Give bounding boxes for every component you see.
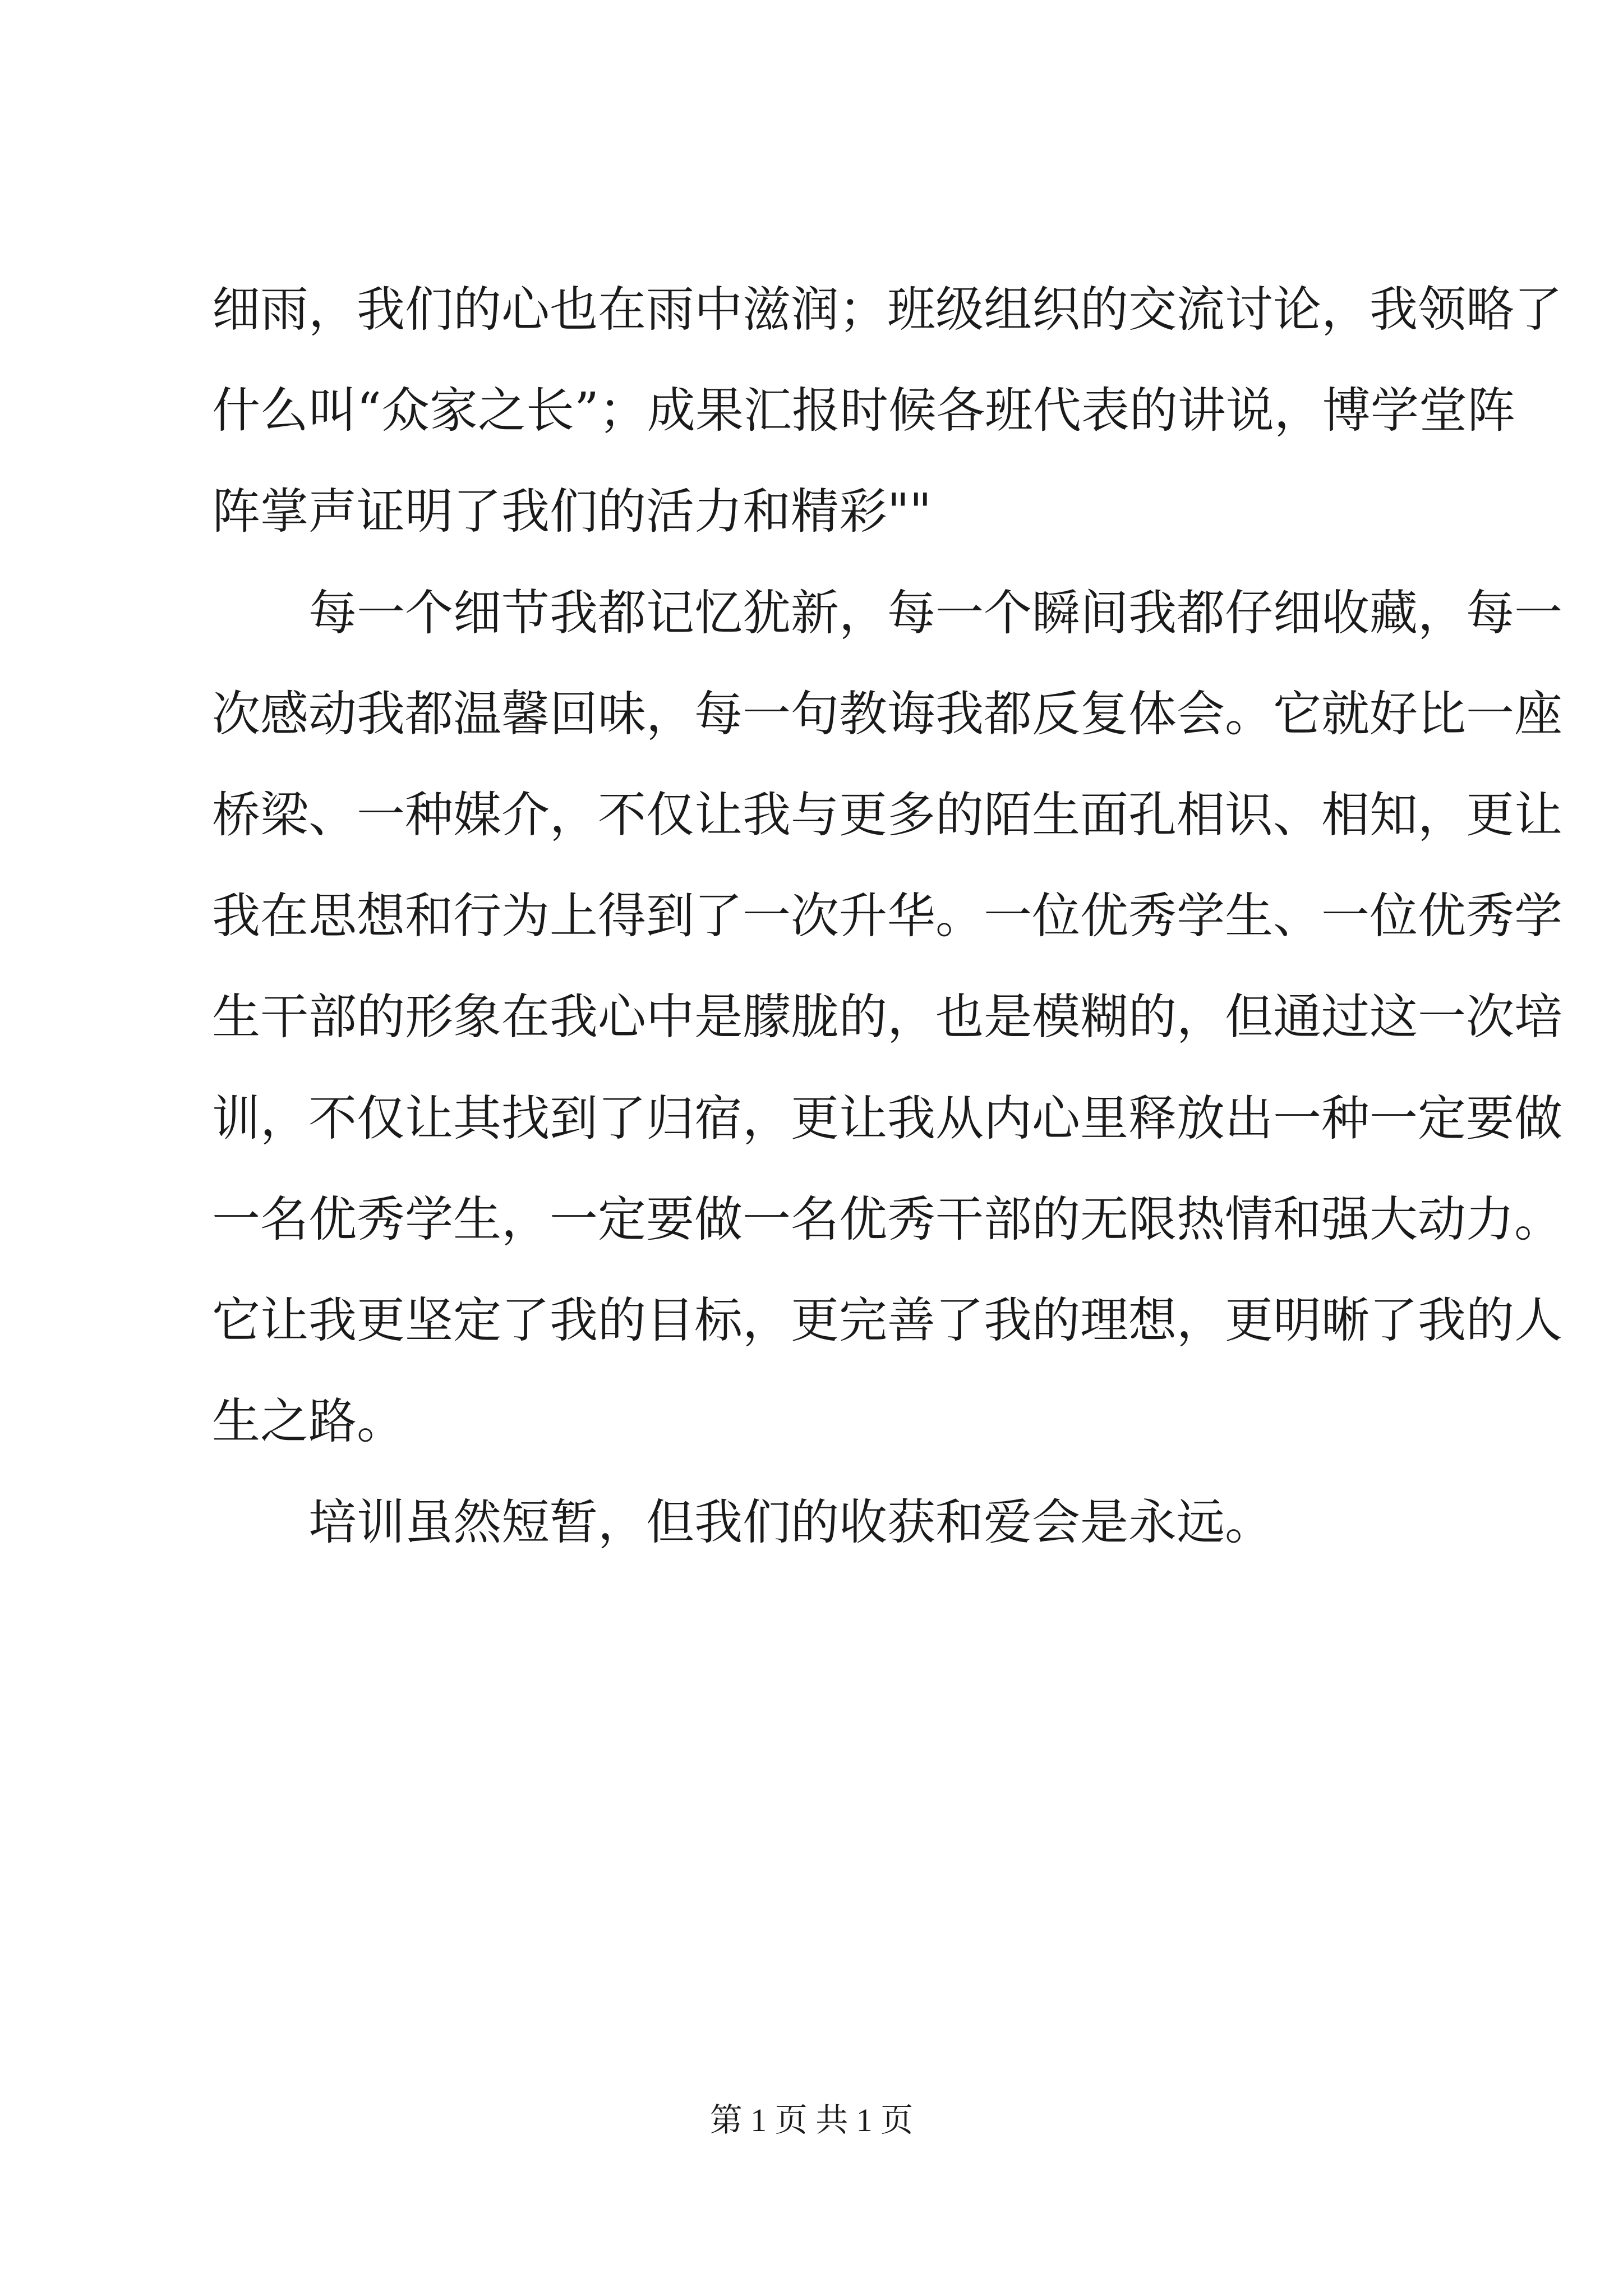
document-body (212, 259, 1562, 1573)
paragraph-3 (212, 1472, 1440, 1573)
paragraph-line: 一名优秀学生，一定要做一名优秀干部的无限热情和强大动力。 (212, 1191, 1562, 1248)
paragraph-line: 训，不仅让其找到了归宿，更让我从内心里释放出一种一定要做 (212, 1090, 1562, 1147)
paragraph-line: 细雨，我们的心也在雨中滋润；班级组织的交流讨论，我领略了 (212, 282, 1562, 338)
paragraph-line: 阵掌声证明了我们的活力和精彩"" (212, 484, 932, 540)
paragraph-first-line: 每一个细节我都记忆犹新，每一个瞬间我都仔细收藏，每一 (308, 585, 1562, 641)
paragraph-line: 什么叫“众家之长”；成果汇报时候各班代表的讲说，博学堂阵 (212, 383, 1515, 439)
paragraph-line: 次感动我都温馨回味，每一句教诲我都反复体会。它就好比一座 (212, 685, 1562, 742)
paragraph-line: 我在思想和行为上得到了一次升华。一位优秀学生、一位优秀学 (212, 888, 1562, 945)
paragraph-first-line: 培训虽然短暂，但我们的收获和爱会是永远。 (308, 1494, 1273, 1551)
page-footer: 第 1 页 共 1 页 (709, 2102, 914, 2138)
paragraph-1 (212, 259, 1562, 563)
paragraph-line: 生之路。 (212, 1393, 405, 1450)
paragraph-2 (212, 563, 1562, 1473)
paragraph-line: 它让我更坚定了我的目标，更完善了我的理想，更明晰了我的人 (212, 1292, 1562, 1349)
paragraph-line: 桥梁、一种媒介，不仅让我与更多的陌生面孔相识、相知，更让 (212, 786, 1562, 843)
paragraph-line: 生干部的形象在我心中是朦胧的，也是模糊的，但通过这一次培 (212, 989, 1562, 1046)
